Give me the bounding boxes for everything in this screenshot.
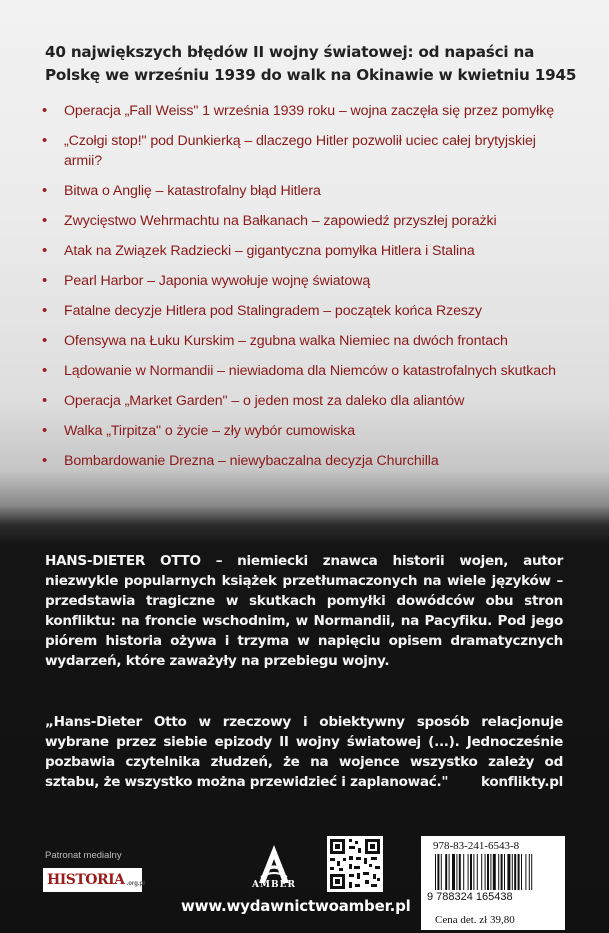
mistake-text: Operacja „Fall Weiss" 1 września 1939 roku – wojna zaczęła się przez pomyłkę	[64, 103, 555, 119]
author-bio: HANS-DIETER OTTO – niemiecki znawca historii wojen, autor niezwykle popularnych książek przetłumaczonych na wiele języków – przedstawia tragiczne w skutkach pomyłki dowódców obu stron konfliktu: na froncie wschodnim, w Normandii, na Pacyfiku. Pod jego piórem historia ożywa i trzyma w napięciu opisem dramatycznych wydarzeń, które zaważyły na przebiegu wojny.	[45, 553, 563, 669]
mistake-text: „Czołgi stop!" pod Dunkierką – dlaczego Hitler pozwolił uciec całej brytyjskiej armii?	[64, 133, 536, 169]
mistake-item	[40, 391, 575, 411]
bullet-dot: •	[42, 272, 48, 289]
quote-source: konflikty.pl	[480, 774, 563, 790]
mistake-text: Walka „Tirpitza" o życie – zły wybór cumowiska	[64, 423, 356, 439]
mistake-text: Lądowanie w Normandii – niewiadoma dla Niemców o katastrofalnych skutkach	[64, 363, 556, 379]
mistake-item	[40, 131, 575, 171]
bullet-dot: •	[42, 332, 48, 349]
bullet-dot: •	[42, 452, 48, 469]
mistakes-list	[40, 101, 575, 481]
historia-logo-sub: .org.pl	[126, 881, 145, 887]
bullet-dot: •	[42, 182, 48, 199]
mistake-item	[40, 421, 575, 441]
mistake-text: Fatalne decyzje Hitlera pod Stalingradem – początek końca Rzeszy	[64, 303, 482, 319]
mistake-text: Zwycięstwo Wehrmachtu na Bałkanach – zapowiedź przyszłej porażki	[64, 213, 497, 229]
bullet-dot: •	[42, 132, 48, 149]
historia-logo	[43, 868, 145, 892]
mistake-text: Ofensywa na Łuku Kurskim – zgubna walka Niemiec na dwóch frontach	[64, 333, 508, 349]
review-quote	[45, 712, 563, 792]
price-label: Cena det. zł 39,80	[435, 914, 515, 926]
mistake-text: Bitwa o Anglię – katastrofalny błąd Hitlera	[64, 183, 321, 199]
publisher-website: www.wydawnictwoamber.pl	[181, 897, 411, 915]
mistake-item	[40, 361, 575, 381]
barcode-panel	[421, 836, 565, 930]
patronat-label: Patronat medialny	[45, 850, 122, 861]
isbn-number: 978-83-241-6543-8	[433, 840, 520, 852]
bullet-dot: •	[42, 362, 48, 379]
mistake-item	[40, 451, 575, 471]
qr-code-icon	[327, 836, 383, 892]
mistake-item	[40, 181, 575, 201]
mistake-item	[40, 211, 575, 231]
bullet-dot: •	[42, 102, 48, 119]
mistake-text: Pearl Harbor – Japonia wywołuje wojnę światową	[64, 273, 371, 289]
barcode-digits: 9 788324 165438	[427, 891, 513, 902]
cover-heading: 40 największych błędów II wojny światowej: od napaści na Polskę we wrześniu 1939 do walk na Okinawie w kwietniu 1945	[45, 43, 577, 84]
bullet-dot: •	[42, 242, 48, 259]
mistake-text: Atak na Związek Radziecki – gigantyczna pomyłka Hitlera i Stalina	[64, 243, 475, 259]
quote-text: „Hans-Dieter Otto w rzeczowy i obiektywny sposób relacjonuje wybrane przez siebie epizody II wojny światowej (...). Jednocześnie pozbawia czytelnika złudzeń, że na wojence wszystko zależy od sztabu, że wszystko można przewidzieć i zaplanować."	[45, 714, 563, 790]
historia-logo-text: HISTORIA	[47, 872, 125, 888]
mistake-item	[40, 241, 575, 261]
barcode-icon	[427, 854, 559, 902]
bullet-dot: •	[42, 392, 48, 409]
mistake-text: Bombardowanie Drezna – niewybaczalna decyzja Churchilla	[64, 453, 439, 469]
mistake-text: Operacja „Market Garden" – o jeden most za daleko dla aliantów	[64, 393, 465, 409]
mistake-item	[40, 301, 575, 321]
bullet-dot: •	[42, 422, 48, 439]
amber-logo-text: AMBER	[252, 880, 296, 890]
mistake-item	[40, 331, 575, 351]
bullet-dot: •	[42, 302, 48, 319]
bullet-dot: •	[42, 212, 48, 229]
mistake-item	[40, 101, 575, 121]
mistake-item	[40, 271, 575, 291]
